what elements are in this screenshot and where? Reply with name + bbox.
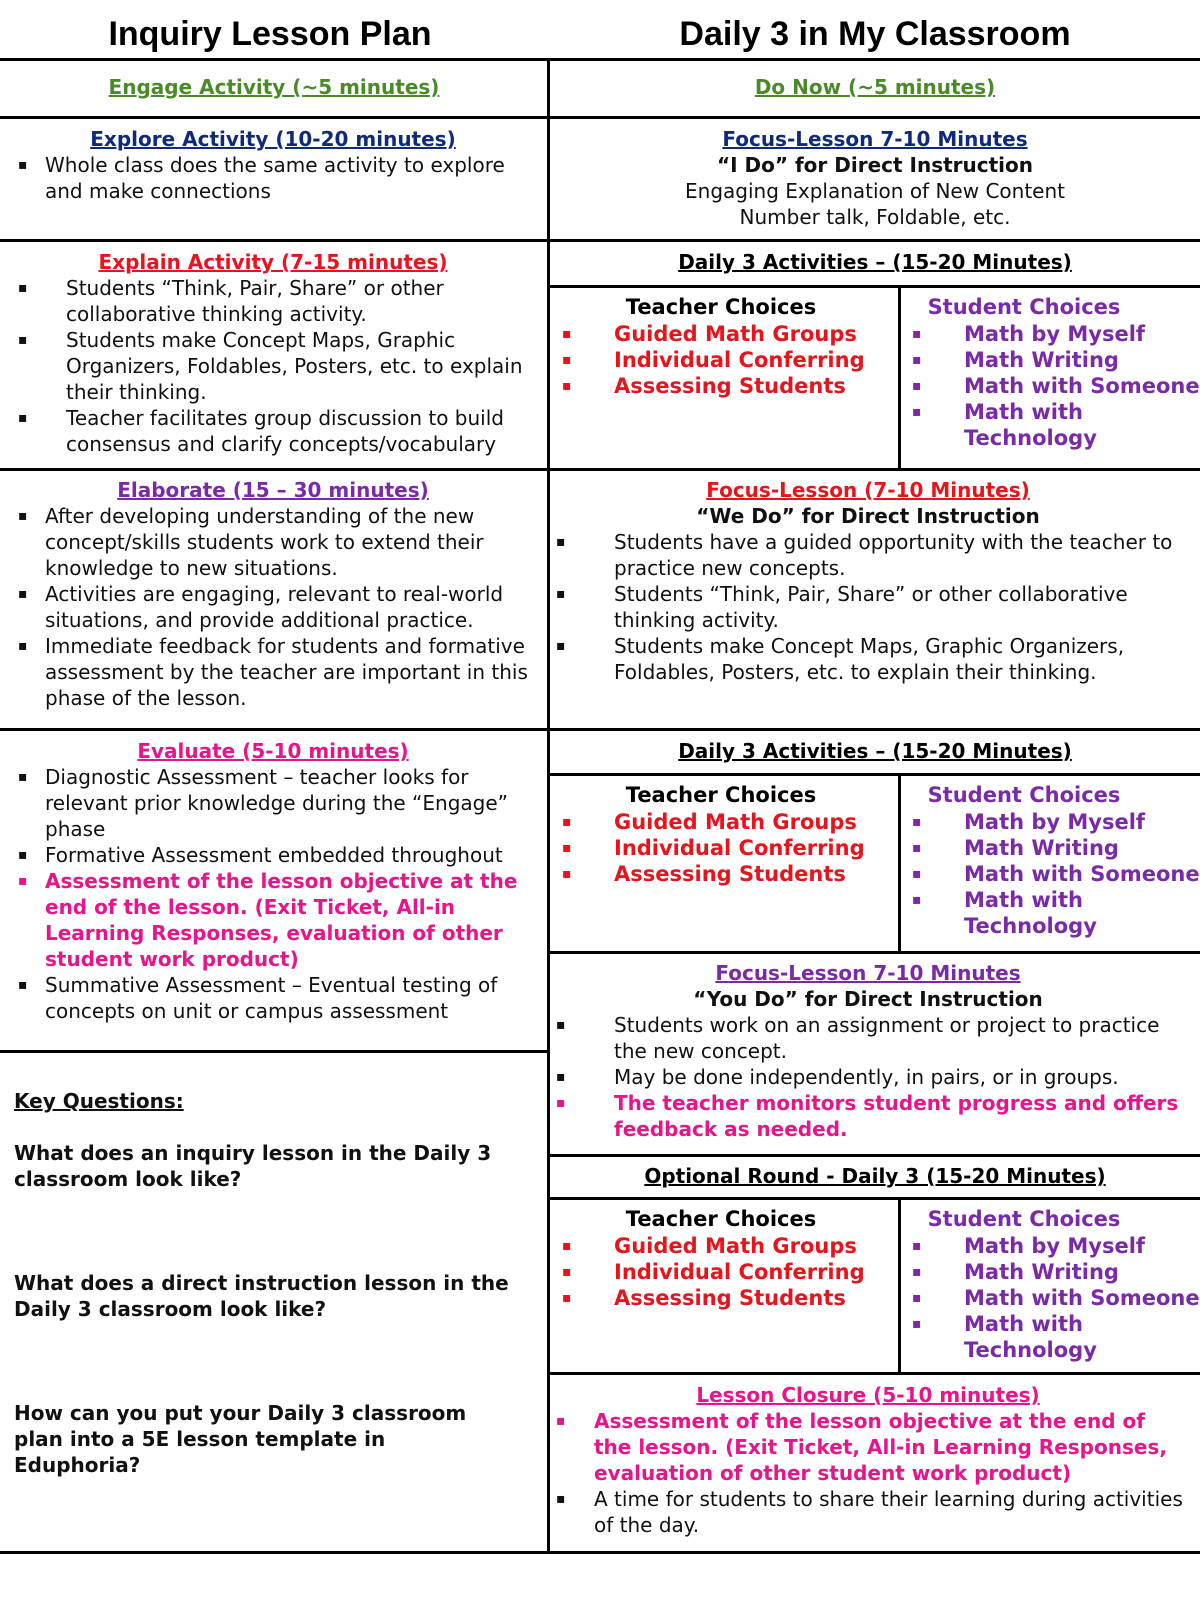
right-page-title: Daily 3 in My Classroom [679, 15, 1071, 53]
evaluate-heading: Evaluate (5-10 minutes) [137, 739, 409, 763]
list-item: ▪ Math by Myself [964, 1233, 1200, 1259]
list-item: ▪ Math with Technology [964, 399, 1104, 451]
list-item: ▪ Individual Conferring [614, 835, 896, 861]
do-now-cell [550, 74, 1200, 100]
left-page-title: Inquiry Lesson Plan [108, 15, 432, 53]
elaborate-list [12, 503, 534, 711]
lesson-closure-heading: Lesson Closure (5-10 minutes) [696, 1383, 1040, 1407]
student-choices-heading: Student Choices [927, 783, 1121, 807]
list-item: ▪ Math with Someone [964, 861, 1200, 887]
explain-list [12, 275, 534, 457]
list-item: ▪ Students have a guided opportunity with the teacher to practice new concepts. [614, 529, 1186, 581]
list-item: ▪ Guided Math Groups [614, 1233, 896, 1259]
focus-lesson-1-line1: Engaging Explanation of New Content [685, 179, 1065, 203]
list-item: ▪ Math with Someone [964, 373, 1200, 399]
list-item: ▪ Guided Math Groups [614, 321, 896, 347]
teacher-choices-2 [556, 782, 896, 887]
explain-cell [0, 249, 548, 457]
rule-left-3 [0, 468, 548, 471]
list-item: ▪ Math with Technology [964, 887, 1104, 939]
explain-heading: Explain Activity (7-15 minutes) [98, 250, 448, 274]
explore-cell [0, 126, 548, 204]
list-item: ▪ Diagnostic Assessment – teacher looks for relevant prior knowledge during the “Engage” phase [45, 764, 534, 842]
student-choices-list [904, 809, 1200, 939]
daily3-2-heading: Daily 3 Activities – (15-20 Minutes) [678, 739, 1072, 763]
list-item: ▪ Guided Math Groups [614, 809, 896, 835]
teacher-choices-heading: Teacher Choices [625, 1207, 817, 1231]
list-item: ▪ After developing understanding of the new concept/skills students work to extend their knowledge to new situations. [45, 503, 534, 581]
teacher-choices-list [556, 321, 896, 399]
focus-lesson-2-sub: “We Do” for Direct Instruction [696, 504, 1040, 528]
evaluate-list [12, 764, 534, 1024]
rule-2 [0, 239, 1200, 242]
focus-lesson-2-cell [550, 477, 1200, 685]
teacher-choices-1 [556, 294, 896, 399]
list-item: ▪ Math by Myself [964, 809, 1200, 835]
rule-right-a [548, 285, 1200, 288]
list-item: ▪ Math by Myself [964, 321, 1200, 347]
key-question-1: What does an inquiry lesson in the Daily 3 classroom look like? [14, 1141, 492, 1191]
elaborate-cell [0, 477, 548, 711]
rule-1 [0, 116, 1200, 119]
lesson-closure-cell [550, 1382, 1200, 1538]
list-item: ▪ Math with Technology [964, 1311, 1104, 1363]
list-item: ▪ Students “Think, Pair, Share” or other collaborative thinking activity. [66, 275, 534, 327]
list-item: ▪ Students make Concept Maps, Graphic Organizers, Foldables, Posters, etc. to explain their thinking. [66, 327, 534, 405]
list-item: ▪ Immediate feedback for students and formative assessment by the teacher are important in this phase of the lesson. [45, 633, 534, 711]
optional-round-header [550, 1163, 1200, 1189]
rule-right-b [548, 468, 1200, 471]
key-questions-heading: Key Questions: [14, 1089, 184, 1113]
engage-cell [0, 74, 548, 100]
teacher-choices-heading: Teacher Choices [625, 783, 817, 807]
list-item: ▪ Individual Conferring [614, 347, 896, 373]
rule-top [0, 58, 1200, 61]
explore-list [12, 152, 534, 204]
student-choices-list [904, 1233, 1200, 1363]
focus-lesson-1-sub: “I Do” for Direct Instruction [716, 153, 1034, 177]
list-item: ▪ Summative Assessment – Eventual testing of concepts on unit or campus assessment [45, 972, 534, 1024]
key-question-3: How can you put your Daily 3 classroom plan into a 5E lesson template in Eduphoria? [14, 1401, 467, 1477]
list-item: ▪ Assessing Students [614, 861, 896, 887]
key-question-2: What does a direct instruction lesson in the Daily 3 classroom look like? [14, 1271, 509, 1321]
list-item: ▪ Assessment of the lesson objective at the end of the lesson. (Exit Ticket, All-in Learning Responses, evaluation of other student work product) [594, 1408, 1186, 1486]
teacher-choices-3 [556, 1206, 896, 1311]
list-item: ▪ Whole class does the same activity to explore and make connections [45, 152, 534, 204]
focus-lesson-3-list [550, 1012, 1186, 1142]
rule-right-e [548, 1154, 1200, 1157]
rule-choice-split-2 [898, 775, 901, 953]
list-item: ▪ Math Writing [964, 347, 1200, 373]
do-now-heading: Do Now (~5 minutes) [754, 75, 996, 99]
evaluate-cell [0, 738, 548, 1024]
list-item: ▪ The teacher monitors student progress and offers feedback as needed. [614, 1090, 1186, 1142]
focus-lesson-2-list [550, 529, 1186, 685]
daily3-1-header [550, 249, 1200, 275]
engage-heading: Engage Activity (~5 minutes) [108, 75, 440, 99]
focus-lesson-2-heading: Focus-Lesson (7-10 Minutes) [706, 478, 1030, 502]
list-item: ▪ Assessing Students [614, 1285, 896, 1311]
student-choices-heading: Student Choices [927, 1207, 1121, 1231]
elaborate-heading: Elaborate (15 – 30 minutes) [117, 478, 429, 502]
teacher-choices-list [556, 1233, 896, 1311]
student-choices-2 [904, 782, 1200, 939]
list-item: ▪ Activities are engaging, relevant to real-world situations, and provide additional practice. [45, 581, 534, 633]
daily3-1-heading: Daily 3 Activities – (15-20 Minutes) [678, 250, 1072, 274]
rule-right-g [548, 1372, 1200, 1375]
teacher-choices-heading: Teacher Choices [625, 295, 817, 319]
list-item: ▪ A time for students to share their learning during activities of the day. [594, 1486, 1186, 1538]
rule-left-4 [0, 728, 1200, 731]
list-item: ▪ Students make Concept Maps, Graphic Organizers, Foldables, Posters, etc. to explain their thinking. [614, 633, 1186, 685]
list-item: ▪ Assessment of the lesson objective at the end of the lesson. (Exit Ticket, All-in Learning Responses, evaluation of other student work product) [45, 868, 534, 972]
lesson-closure-list [550, 1408, 1186, 1538]
list-item: ▪ Formative Assessment embedded throughout [45, 842, 534, 868]
rule-right-d [548, 951, 1200, 954]
student-choices-1 [904, 294, 1200, 451]
daily3-2-header [550, 738, 1200, 764]
list-item: ▪ Students work on an assignment or project to practice the new concept. [614, 1012, 1186, 1064]
student-choices-3 [904, 1206, 1200, 1363]
list-item: ▪ Math with Someone [964, 1285, 1200, 1311]
optional-round-heading: Optional Round - Daily 3 (15-20 Minutes) [644, 1164, 1106, 1188]
teacher-choices-list [556, 809, 896, 887]
rule-right-f [548, 1197, 1200, 1200]
list-item: ▪ Teacher facilitates group discussion to build consensus and clarify concepts/vocabulary [66, 405, 534, 457]
focus-lesson-1-line2: Number talk, Foldable, etc. [739, 205, 1011, 229]
student-choices-list [904, 321, 1200, 451]
list-item: ▪ Math Writing [964, 835, 1200, 861]
focus-lesson-1-heading: Focus-Lesson 7-10 Minutes [722, 127, 1028, 151]
rule-right-c [548, 773, 1200, 776]
key-questions-cell [14, 1088, 514, 1478]
rule-left-5 [0, 1050, 548, 1053]
focus-lesson-3-cell [550, 960, 1200, 1142]
explore-heading: Explore Activity (10-20 minutes) [90, 127, 456, 151]
list-item: ▪ Students “Think, Pair, Share” or other collaborative thinking activity. [614, 581, 1186, 633]
rule-choice-split-3 [898, 1199, 901, 1374]
list-item: ▪ Math Writing [964, 1259, 1200, 1285]
list-item: ▪ Assessing Students [614, 373, 896, 399]
focus-lesson-3-sub: “You Do” for Direct Instruction [693, 987, 1043, 1011]
student-choices-heading: Student Choices [927, 295, 1121, 319]
list-item: ▪ May be done independently, in pairs, or in groups. [614, 1064, 1186, 1090]
rule-choice-split-1 [898, 286, 901, 470]
list-item: ▪ Individual Conferring [614, 1259, 896, 1285]
focus-lesson-1-cell [550, 126, 1200, 230]
rule-bottom [0, 1551, 1200, 1554]
focus-lesson-3-heading: Focus-Lesson 7-10 Minutes [715, 961, 1021, 985]
